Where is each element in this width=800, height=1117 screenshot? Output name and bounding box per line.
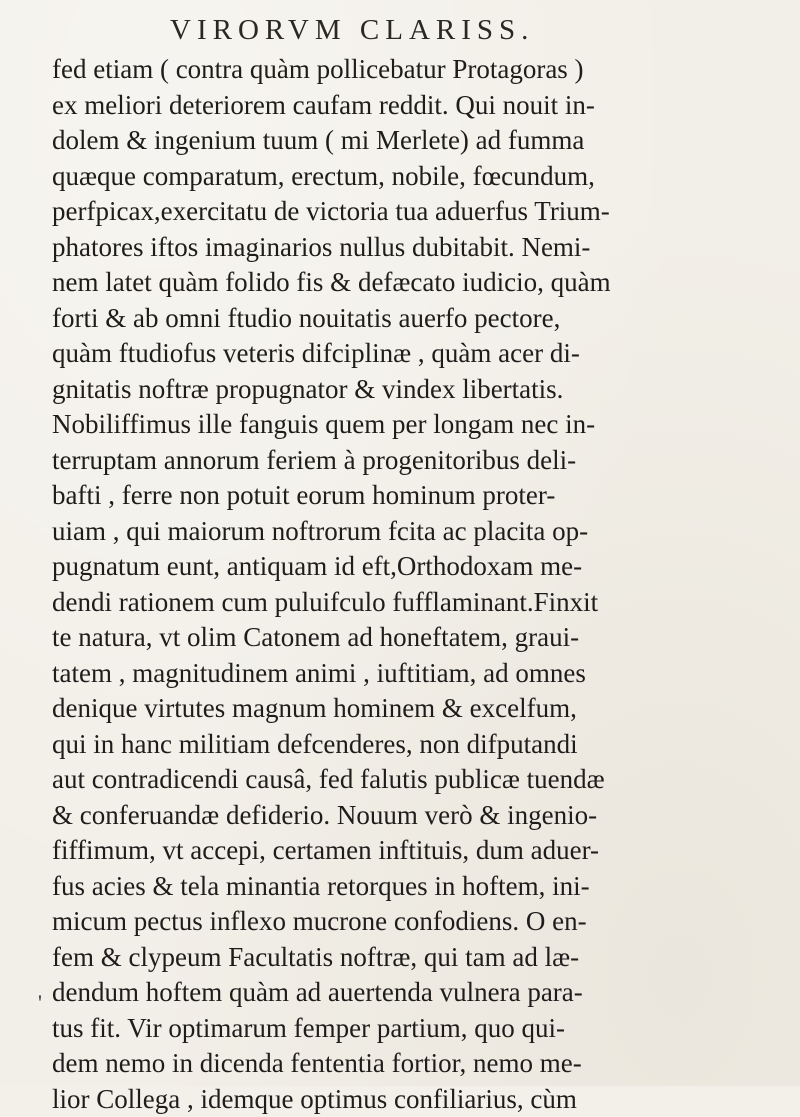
text-line: tus fit. Vir optimarum femper partium, quo qui- [52, 1011, 792, 1047]
text-line: & conferuandæ defiderio. Nouum verò & ingenio- [52, 798, 792, 834]
text-line: fus acies & tela minantia retorques in hoftem, ini- [52, 869, 792, 905]
text-line: fem & clypeum Facultatis noftræ, qui tam ad læ- [52, 940, 792, 976]
text-line: tatem , magnitudinem animi , iuftitiam, ad omnes [52, 656, 792, 692]
text-line: perfpicax,exercitatu de victoria tua aduerfus Trium- [52, 194, 792, 230]
text-line: forti & ab omni ftudio nouitatis auerfo pectore, [52, 301, 792, 337]
text-line: Nobiliffimus ille fanguis quem per longam nec in- [52, 407, 792, 443]
text-line: ex meliori deteriorem caufam reddit. Qui nouit in- [52, 88, 792, 124]
text-line: uiam , qui maiorum noftrorum fcita ac placita op- [52, 514, 792, 550]
text-line: lior Collega , idemque optimus confiliarius, cùm [52, 1082, 792, 1117]
text-line: phatores iftos imaginarios nullus dubitabit. Nemi- [52, 230, 792, 266]
text-line: qui in hanc militiam defcenderes, non difputandi [52, 727, 792, 763]
text-line: fiffimum, vt accepi, certamen inftituis, dum aduer- [52, 833, 792, 869]
text-line: dendum hoftem quàm ad auertenda vulnera para- [52, 975, 792, 1011]
text-line: quæque comparatum, erectum, nobile, fœcundum, [52, 159, 792, 195]
text-line: gnitatis noftræ propugnator & vindex libertatis. [52, 372, 792, 408]
text-line: pugnatum eunt, antiquam id eft,Orthodoxam me- [52, 549, 792, 585]
text-line: micum pectus inflexo mucrone confodiens. O en- [52, 904, 792, 940]
text-line: te natura, vt olim Catonem ad honeftatem, graui- [52, 620, 792, 656]
text-line: dendi rationem cum puluifculo fufflaminant.Finxit [52, 585, 792, 621]
text-line: aut contradicendi causâ, fed falutis publicæ tuendæ [52, 762, 792, 798]
text-line: fed etiam ( contra quàm pollicebatur Protagoras ) [52, 52, 792, 88]
text-line: quàm ftudiofus veteris difciplinæ , quàm acer di- [52, 336, 792, 372]
text-line: denique virtutes magnum hominem & excelfum, [52, 691, 792, 727]
running-head: VIRORVM CLARISS. [170, 14, 670, 47]
text-line: terruptam annorum feriem à progenitoribus deli- [52, 443, 792, 479]
body-text [52, 52, 792, 1117]
text-line: nem latet quàm folido fis & defæcato iudicio, quàm [52, 265, 792, 301]
text-line: bafti , ferre non potuit eorum hominum proter- [52, 478, 792, 514]
text-line: dem nemo in dicenda fententia fortior, nemo me- [52, 1046, 792, 1082]
margin-mark: ' [38, 990, 42, 1016]
text-line: dolem & ingenium tuum ( mi Merlete) ad fumma [52, 123, 792, 159]
